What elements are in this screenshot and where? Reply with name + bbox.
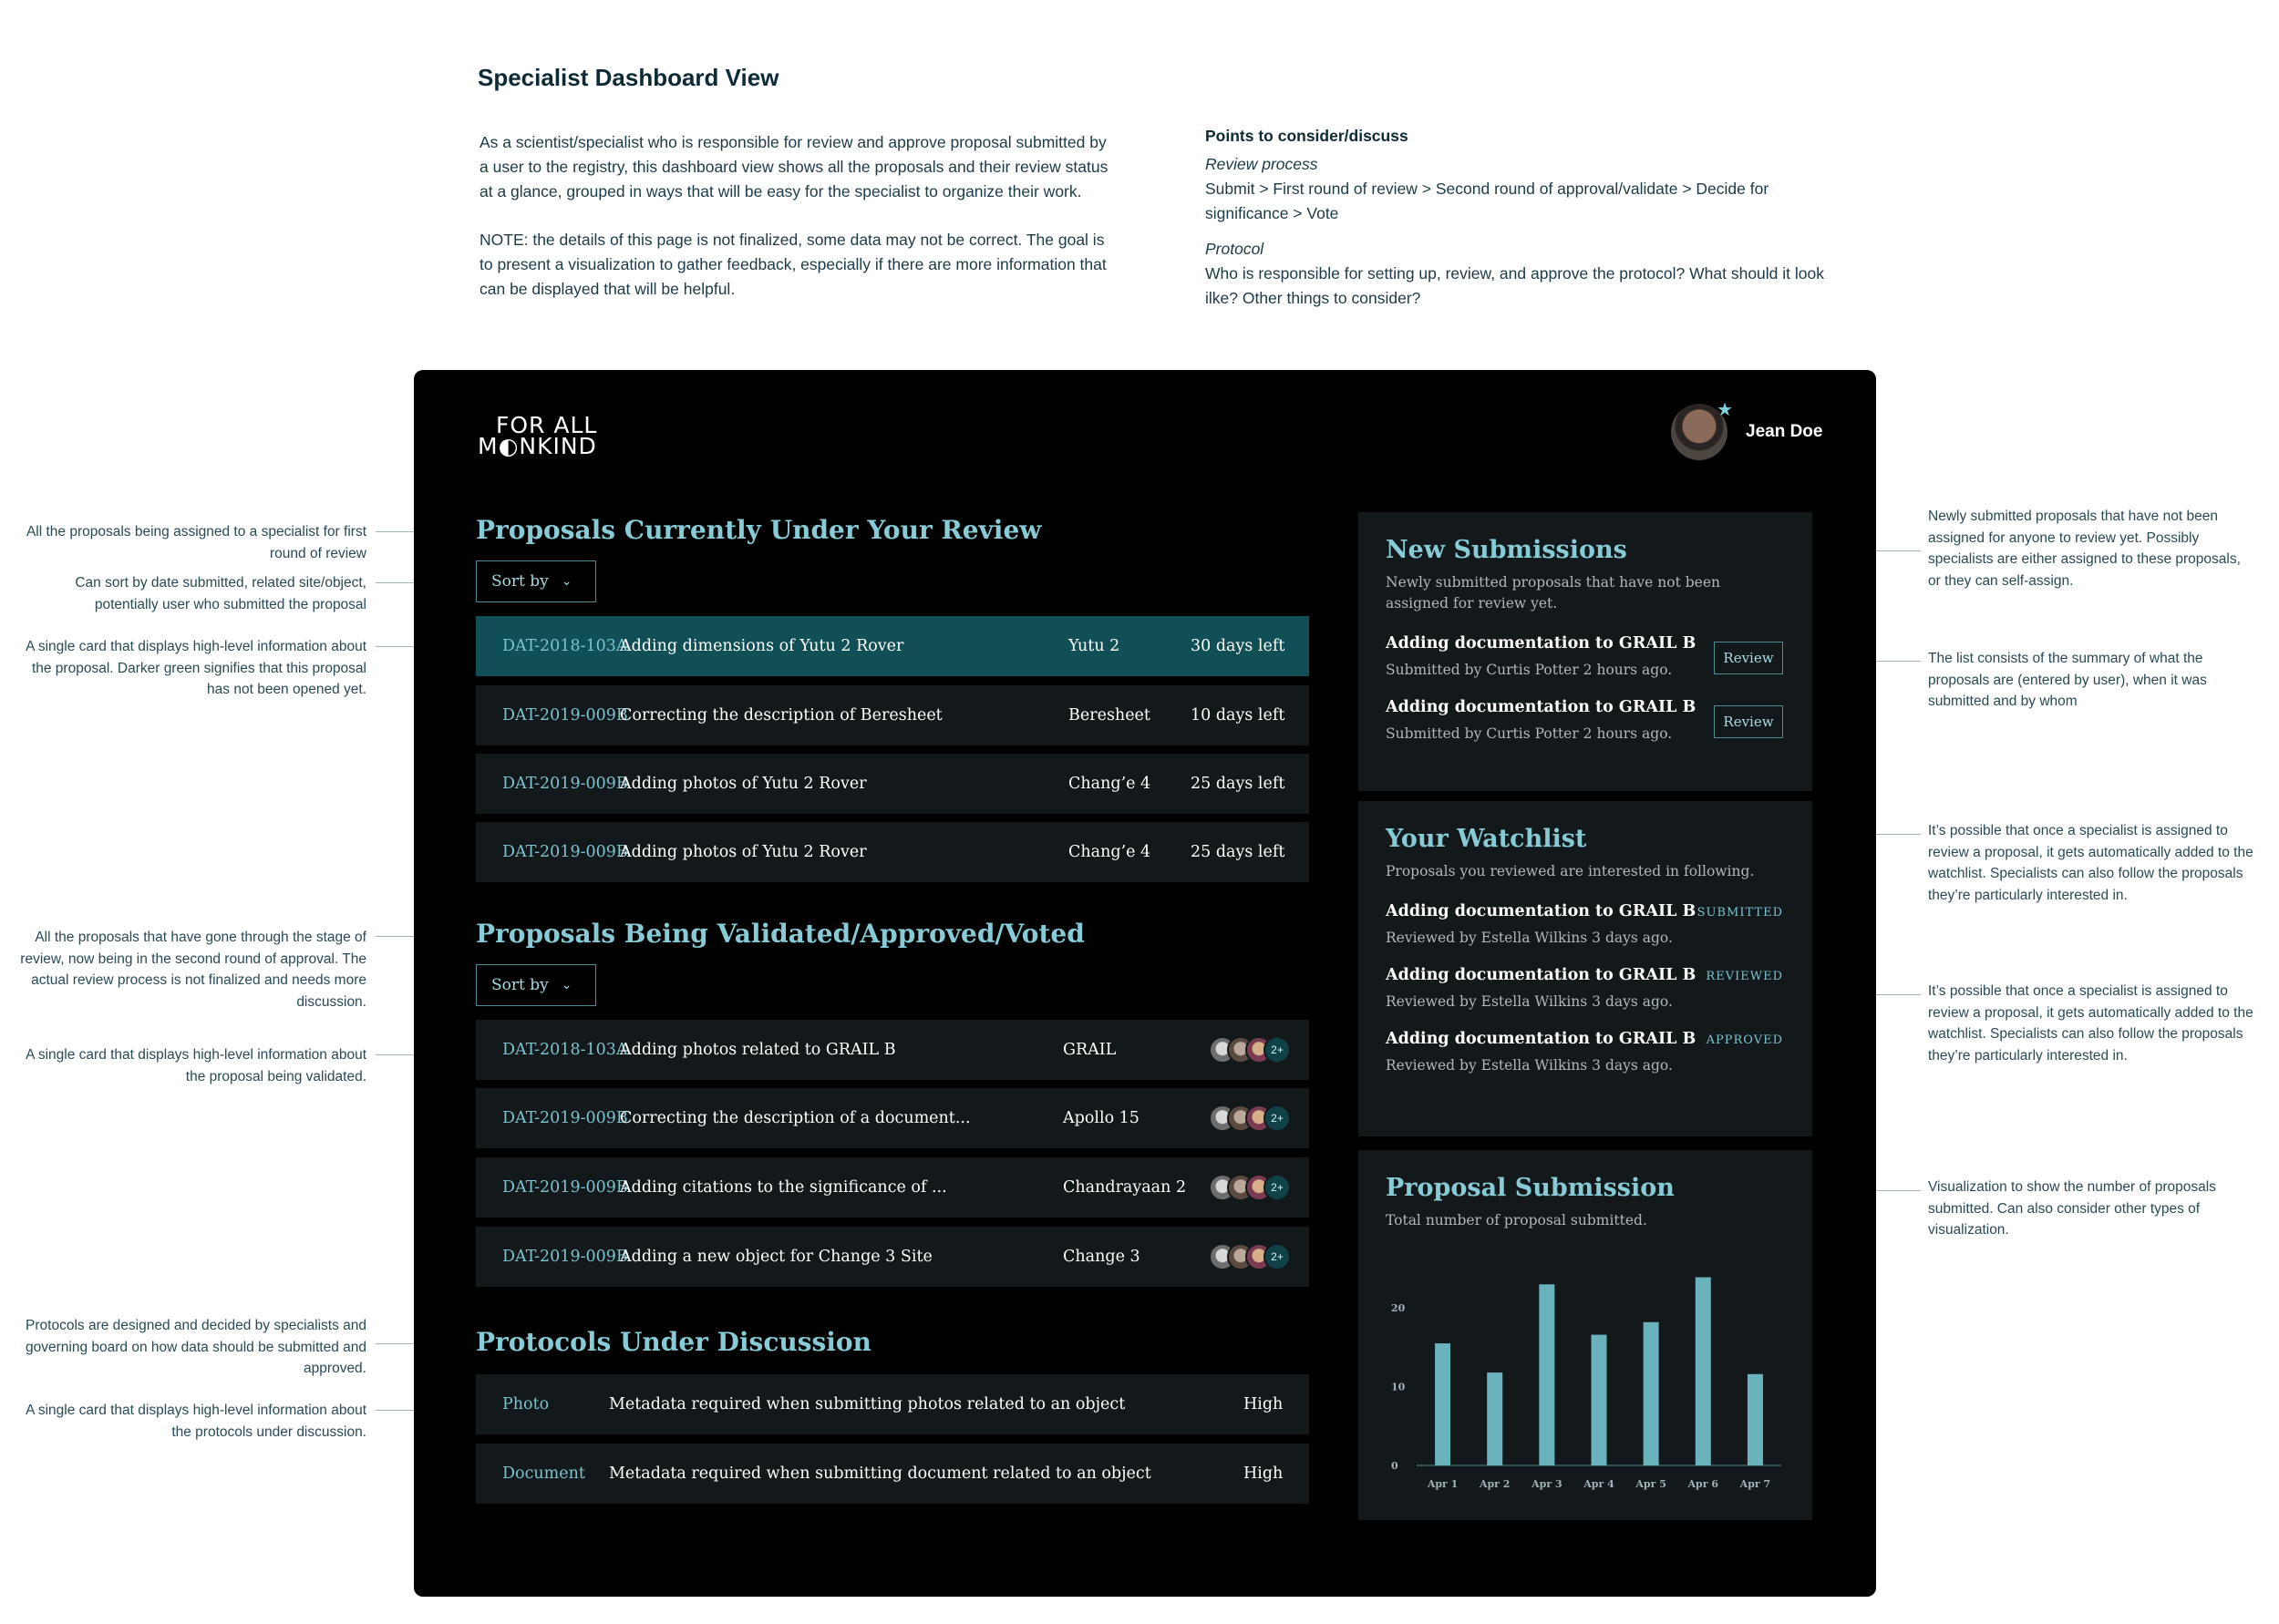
more-reviewers-badge: 2+ (1263, 1243, 1291, 1270)
reviewer-avatars (1209, 1105, 1309, 1132)
avatar[interactable] (1671, 400, 1733, 460)
protocol-priority: High (1243, 1395, 1284, 1413)
watchlist-title: Your Watchlist (1386, 825, 1587, 853)
validated-card[interactable] (476, 1020, 1309, 1080)
proposal-id: DAT-2018-103A (502, 637, 628, 655)
proposal-object: Beresheet (1068, 706, 1150, 725)
status-badge: APPROVED (1706, 1033, 1783, 1047)
proposal-due: 25 days left (1191, 775, 1285, 793)
more-reviewers-badge: 2+ (1263, 1105, 1291, 1132)
protocols-section-title: Protocols Under Discussion (476, 1327, 871, 1357)
validated-card[interactable] (476, 1157, 1309, 1218)
logo-line-1: FOR ALL (496, 412, 598, 438)
proposal-object: Yutu 2 (1068, 637, 1120, 655)
watchlist-item-meta: Reviewed by Estella Wilkins 3 days ago. (1386, 1057, 1673, 1074)
page-title: Specialist Dashboard View (478, 64, 779, 91)
validated-sort-button[interactable] (476, 964, 596, 1006)
annotation-watchlist: It’s possible that once a specialist is assigned to review a proposal, it gets automatically added to the watchlist. Specialists can also follow the proposals they’re particularly interested in. (1928, 823, 2253, 903)
new-submissions-desc: Newly submitted proposals that have not been assigned for review yet. (1386, 574, 1720, 612)
proposal-due: 30 days left (1191, 637, 1285, 655)
submission-meta: Submitted by Curtis Potter 2 hours ago. (1386, 725, 1673, 742)
bar (1539, 1284, 1554, 1465)
chevron-down-icon: ⌄ (561, 574, 572, 589)
protocol-card[interactable] (476, 1374, 1309, 1434)
y-tick-label: 0 (1391, 1460, 1398, 1472)
new-submissions-panel (1358, 512, 1812, 791)
watchlist-desc: Proposals you reviewed are interested in following. (1386, 863, 1755, 879)
x-tick-label: Apr 4 (1583, 1478, 1614, 1490)
submission-title: Adding documentation to GRAIL B (1386, 634, 1696, 653)
watchlist-item-title: Adding documentation to GRAIL B (1386, 966, 1696, 984)
protocol-type: Document (502, 1465, 585, 1483)
submission-item[interactable] (1386, 634, 1785, 678)
review-card[interactable] (476, 685, 1309, 745)
proposal-title: Adding photos of Yutu 2 Rover (620, 843, 867, 861)
review-sort-button[interactable] (476, 560, 596, 602)
points-heading: Points to consider/discuss (1205, 127, 1408, 145)
proposal-title: Adding photos of Yutu 2 Rover (620, 775, 867, 793)
chart-title: Proposal Submission (1386, 1174, 1675, 1202)
protocol-priority: High (1243, 1465, 1284, 1483)
chart-desc: Total number of proposal submitted. (1386, 1212, 1647, 1228)
proposal-title: Correcting the description of Beresheet (620, 706, 943, 725)
annotation-sort: Can sort by date submitted, related site/object, potentially user who submitted the proposal (75, 575, 366, 612)
point-label: Protocol (1205, 240, 1264, 258)
annotation-submission-list: The list consists of the summary of what the proposals are (entered by user), when it was submitted and by whom (1928, 651, 2207, 709)
validated-card[interactable] (476, 1088, 1309, 1148)
intro-paragraph: As a scientist/specialist who is responsible for review and approve proposal submitted by a user to the registry, this dashboard view shows all the proposals and their review status at a glance, grouped in ways that will be easy for the specialist to organize their work. (480, 133, 1109, 200)
proposal-submission-panel (1358, 1150, 1812, 1520)
proposal-object: Chang’e 4 (1068, 775, 1151, 793)
proposal-title: Adding a new object for Change 3 Site (620, 1248, 933, 1266)
submission-bar-chart (1380, 1259, 1790, 1506)
app-logo[interactable] (478, 412, 598, 459)
watchlist-item[interactable] (1386, 966, 1785, 1010)
submission-item[interactable] (1386, 698, 1785, 742)
logo-line-2: M◐NKIND (478, 433, 597, 459)
bar (1696, 1278, 1711, 1465)
x-tick-label: Apr 3 (1531, 1478, 1562, 1490)
watchlist-item-meta: Reviewed by Estella Wilkins 3 days ago. (1386, 930, 1673, 946)
annotation-protocol-card: A single card that displays high-level information about the protocols under discussion. (26, 1403, 366, 1440)
y-tick-label: 20 (1391, 1302, 1406, 1315)
validated-section-title: Proposals Being Validated/Approved/Voted (476, 919, 1085, 949)
annotation-review-card: A single card that displays high-level information about the proposal. Darker green signifies that this proposal has not been opened yet. (26, 639, 366, 697)
proposal-id: DAT-2019-009B (502, 775, 628, 793)
proposal-id: DAT-2018-103A (502, 1041, 628, 1059)
annotation-validated-section: All the proposals that have gone through the stage of review, now being in the second round of approval. The actual review process is not finalized and needs more discussion. (20, 930, 366, 1010)
points-to-consider (1205, 124, 1843, 322)
bar (1592, 1335, 1607, 1465)
x-tick-label: Apr 6 (1687, 1478, 1719, 1490)
submission-title: Adding documentation to GRAIL B (1386, 698, 1696, 716)
review-card[interactable] (476, 754, 1309, 814)
proposal-object: Change 3 (1063, 1248, 1140, 1266)
x-tick-label: Apr 2 (1479, 1478, 1511, 1490)
sort-label: Sort by (491, 976, 549, 994)
intro-text (480, 130, 1118, 325)
star-icon: ★ (1717, 400, 1733, 420)
protocol-type: Photo (502, 1395, 550, 1413)
more-reviewers-badge: 2+ (1263, 1036, 1291, 1064)
annotation-new-submissions: Newly submitted proposals that have not been assigned for anyone to review yet. Possibly specialists are either assigned to these proposals, or they can self-assign. (1928, 509, 2241, 589)
watchlist-item-title: Adding documentation to GRAIL B (1386, 1030, 1696, 1048)
bar (1487, 1372, 1502, 1465)
more-reviewers-badge: 2+ (1263, 1174, 1291, 1201)
point-label: Review process (1205, 155, 1318, 173)
proposal-object: Chang’e 4 (1068, 843, 1151, 861)
bar (1748, 1374, 1763, 1465)
validated-card[interactable] (476, 1227, 1309, 1287)
intro-note: NOTE: the details of this page is not finalized, some data may not be correct. The goal is to present a visualization to gather feedback, especially if there are more information that can be displayed that will be helpful. (480, 231, 1107, 298)
watchlist-item[interactable] (1386, 902, 1785, 946)
y-tick-label: 10 (1391, 1381, 1406, 1393)
user-menu[interactable] (1671, 400, 1823, 460)
protocol-card[interactable] (476, 1444, 1309, 1504)
review-card[interactable] (476, 822, 1309, 882)
proposal-title: Adding dimensions of Yutu 2 Rover (620, 637, 904, 655)
proposal-id: DAT-2019-009B (502, 1109, 628, 1127)
proposal-object: Apollo 15 (1063, 1109, 1140, 1127)
proposal-object: Chandrayaan 2 (1063, 1178, 1187, 1197)
proposal-id: DAT-2019-009B (502, 706, 628, 725)
proposal-object: GRAIL (1063, 1041, 1117, 1059)
proposal-due: 25 days left (1191, 843, 1285, 861)
annotation-validated-card: A single card that displays high-level information about the proposal being validated. (26, 1047, 366, 1084)
status-badge: REVIEWED (1706, 970, 1783, 983)
review-card[interactable] (476, 616, 1309, 676)
annotation-watchlist-status: It’s possible that once a specialist is assigned to review a proposal, it gets automatically added to the watchlist. Specialists can also follow the proposals they’re particularly interested in. (1928, 983, 2253, 1064)
x-tick-label: Apr 1 (1427, 1478, 1459, 1490)
watchlist-item-meta: Reviewed by Estella Wilkins 3 days ago. (1386, 993, 1673, 1010)
new-submissions-title: New Submissions (1386, 536, 1627, 564)
submission-meta: Submitted by Curtis Potter 2 hours ago. (1386, 662, 1673, 678)
proposal-due: 10 days left (1191, 706, 1285, 725)
proposal-id: DAT-2019-009B (502, 1178, 628, 1197)
x-tick-label: Apr 5 (1635, 1478, 1666, 1490)
annotation-review-section: All the proposals being assigned to a specialist for first round of review (26, 524, 366, 561)
proposal-title: Adding citations to the significance of ... (620, 1178, 947, 1197)
protocol-title: Metadata required when submitting document related to an object (609, 1465, 1151, 1483)
protocol-title: Metadata required when submitting photos related to an object (609, 1395, 1126, 1413)
watchlist-item[interactable] (1386, 1030, 1785, 1074)
review-button[interactable]: Review (1714, 642, 1783, 674)
point-text: Who is responsible for setting up, review, and approve the protocol? What should it look ilke? Other things to consider? (1205, 264, 1824, 307)
review-button[interactable]: Review (1714, 705, 1783, 738)
reviewer-avatars (1209, 1174, 1309, 1201)
proposal-title: Adding photos related to GRAIL B (620, 1041, 896, 1059)
reviewer-avatars (1209, 1243, 1309, 1270)
user-name: Jean Doe (1746, 422, 1823, 441)
watchlist-item-title: Adding documentation to GRAIL B (1386, 902, 1696, 920)
bar (1644, 1322, 1659, 1465)
status-badge: SUBMITTED (1696, 906, 1783, 920)
sort-label: Sort by (491, 572, 549, 591)
review-section-title: Proposals Currently Under Your Review (476, 515, 1042, 545)
proposal-id: DAT-2019-009B (502, 1248, 628, 1266)
x-tick-label: Apr 7 (1739, 1478, 1771, 1490)
proposal-title: Correcting the description of a document... (620, 1109, 971, 1127)
annotation-chart: Visualization to show the number of proposals submitted. Can also consider other types of visualization. (1928, 1179, 2216, 1238)
watchlist-panel (1358, 801, 1812, 1136)
annotation-protocols-section: Protocols are designed and decided by specialists and governing board on how data should be submitted and approved. (26, 1318, 366, 1376)
point-text: Submit > First round of review > Second round of approval/validate > Decide for significance > Vote (1205, 180, 1769, 222)
reviewer-avatars (1209, 1036, 1309, 1064)
bar (1435, 1343, 1450, 1465)
proposal-id: DAT-2019-009B (502, 843, 628, 861)
chevron-down-icon: ⌄ (561, 978, 572, 992)
